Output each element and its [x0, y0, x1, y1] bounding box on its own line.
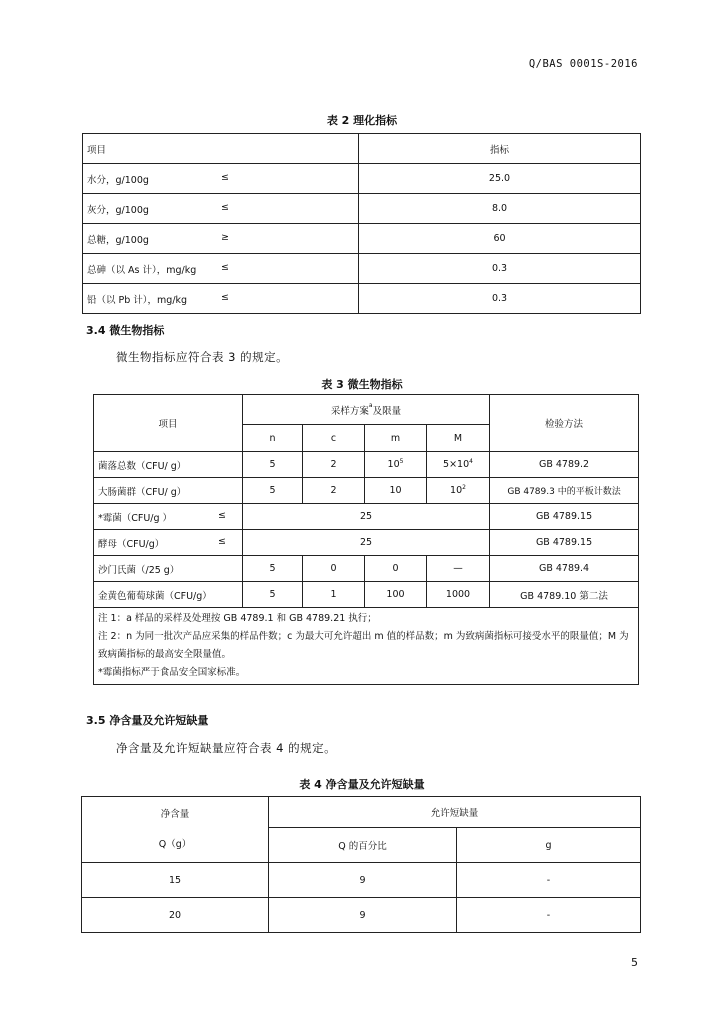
n-cell: 5 [243, 452, 303, 478]
subheader-m: m [365, 425, 427, 452]
table-row [83, 254, 641, 284]
method-cell: GB 4789.15 [490, 504, 639, 530]
item-label: 大肠菌群（CFU/ g） [94, 478, 243, 504]
note-1: 注 1：a 样品的采样及处理按 GB 4789.1 和 GB 4789.21 执行； [98, 613, 377, 624]
value-cell: 0.3 [359, 284, 641, 314]
comparison-symbol: ≤ [218, 535, 226, 547]
table3-notes [94, 608, 639, 685]
table-row [83, 194, 641, 224]
section-3-5-text: 净含量及允许短缺量应符合表 4 的规定。 [116, 741, 337, 755]
table-row [83, 284, 641, 314]
table-row [83, 164, 641, 194]
c-cell: 0 [303, 556, 365, 582]
table2 [82, 133, 641, 314]
n-cell: 5 [243, 582, 303, 608]
subheader-n: n [243, 425, 303, 452]
standard-code: Q/BAS 0001S-2016 [528, 58, 638, 70]
table-row [94, 530, 639, 556]
c-cell: 1 [303, 582, 365, 608]
subheader-percent: Q 的百分比 [269, 828, 457, 863]
table2-header-item: 项目 [83, 134, 359, 164]
table-row [94, 582, 639, 608]
table4-caption: 表 4 净含量及允许短缺量 [299, 778, 425, 791]
limit-cell: 25 [243, 504, 490, 530]
value-cell: 25.0 [359, 164, 641, 194]
q-cell: 20 [82, 898, 269, 933]
table3-header-plan: 采样方案$^a$及限量 [243, 395, 490, 425]
M-cell: — [427, 556, 490, 582]
method-cell: GB 4789.4 [490, 556, 639, 582]
subheader-c: c [303, 425, 365, 452]
table-row [82, 863, 641, 898]
comparison-symbol: ≤ [221, 291, 229, 303]
table-row [94, 478, 639, 504]
item-label: 酵母（CFU/g） [98, 538, 165, 550]
comparison-symbol: ≤ [221, 261, 229, 273]
m-cell: 0 [365, 556, 427, 582]
table-row [94, 452, 639, 478]
table-row [83, 224, 641, 254]
item-label: 金黄色葡萄球菌（CFU/g） [94, 582, 243, 608]
subheader-g: g [457, 828, 641, 863]
c-cell: 2 [303, 452, 365, 478]
percent-cell: 9 [269, 863, 457, 898]
method-cell: GB 4789.10 第二法 [490, 582, 639, 608]
item-label: 沙门氏菌（/25 g） [94, 556, 243, 582]
m-cell: 100 [365, 582, 427, 608]
note-3: *霉菌指标严于食品安全国家标准。 [98, 667, 246, 678]
table4-header-net: 净含量 Q（g） [82, 797, 269, 863]
footnote-marker: a [368, 401, 373, 409]
m-cell: 10 [365, 478, 427, 504]
item-label: 菌落总数（CFU/ g） [94, 452, 243, 478]
q-cell: 15 [82, 863, 269, 898]
method-cell: GB 4789.2 [490, 452, 639, 478]
subheader-M: M [427, 425, 490, 452]
table-row [82, 898, 641, 933]
g-cell: - [457, 863, 641, 898]
M-cell: $5\times 10^4$ [427, 452, 490, 478]
item-label: 铅（以 Pb 计），mg/kg [87, 294, 188, 306]
M-cell: 1000 [427, 582, 490, 608]
table3 [93, 394, 639, 685]
table2-caption: 表 2 理化指标 [326, 114, 398, 127]
item-label: 总砷（以 As 计），mg/kg [87, 264, 197, 276]
n-cell: 5 [243, 556, 303, 582]
table-row [94, 504, 639, 530]
c-cell: 2 [303, 478, 365, 504]
n-cell: 5 [243, 478, 303, 504]
comparison-symbol: ≤ [218, 509, 226, 521]
item-label: 灰分，g/100g [87, 204, 149, 216]
m-cell: $10^5$ [365, 452, 427, 478]
table4-header-shortage: 允许短缺量 [269, 797, 641, 828]
value-cell: 8.0 [359, 194, 641, 224]
table3-caption: 表 3 微生物指标 [321, 378, 403, 391]
table4 [81, 796, 641, 933]
page-number: 5 [631, 956, 638, 969]
percent-cell: 9 [269, 898, 457, 933]
g-cell: - [457, 898, 641, 933]
section-3-4-heading: 3.4 微生物指标 [86, 324, 165, 337]
item-label: *霉菌（CFU/g ） [98, 512, 173, 524]
section-3-5-heading: 3.5 净含量及允许短缺量 [86, 714, 209, 727]
comparison-symbol: ≥ [221, 231, 229, 243]
section-3-4-text: 微生物指标应符合表 3 的规定。 [116, 350, 289, 364]
table3-header-method: 检验方法 [490, 395, 639, 452]
method-cell: GB 4789.15 [490, 530, 639, 556]
value-cell: 60 [359, 224, 641, 254]
table-row [94, 556, 639, 582]
comparison-symbol: ≤ [221, 201, 229, 213]
table2-header-value: 指标 [359, 134, 641, 164]
table3-header-item: 项目 [94, 395, 243, 452]
limit-cell: 25 [243, 530, 490, 556]
M-cell: $10^2$ [427, 478, 490, 504]
note-2: 注 2：n 为同一批次产品应采集的样品件数；c 为最大可允许超出 m 值的样品数；m 为致病菌指标可接受水平的限量值；M 为致病菌指标的最高安全限量值。 [98, 631, 629, 660]
comparison-symbol: ≤ [221, 171, 229, 183]
item-label: 总糖，g/100g [87, 234, 149, 246]
method-cell: GB 4789.3 中的平板计数法 [490, 478, 639, 504]
value-cell: 0.3 [359, 254, 641, 284]
item-label: 水分，g/100g [87, 174, 149, 186]
